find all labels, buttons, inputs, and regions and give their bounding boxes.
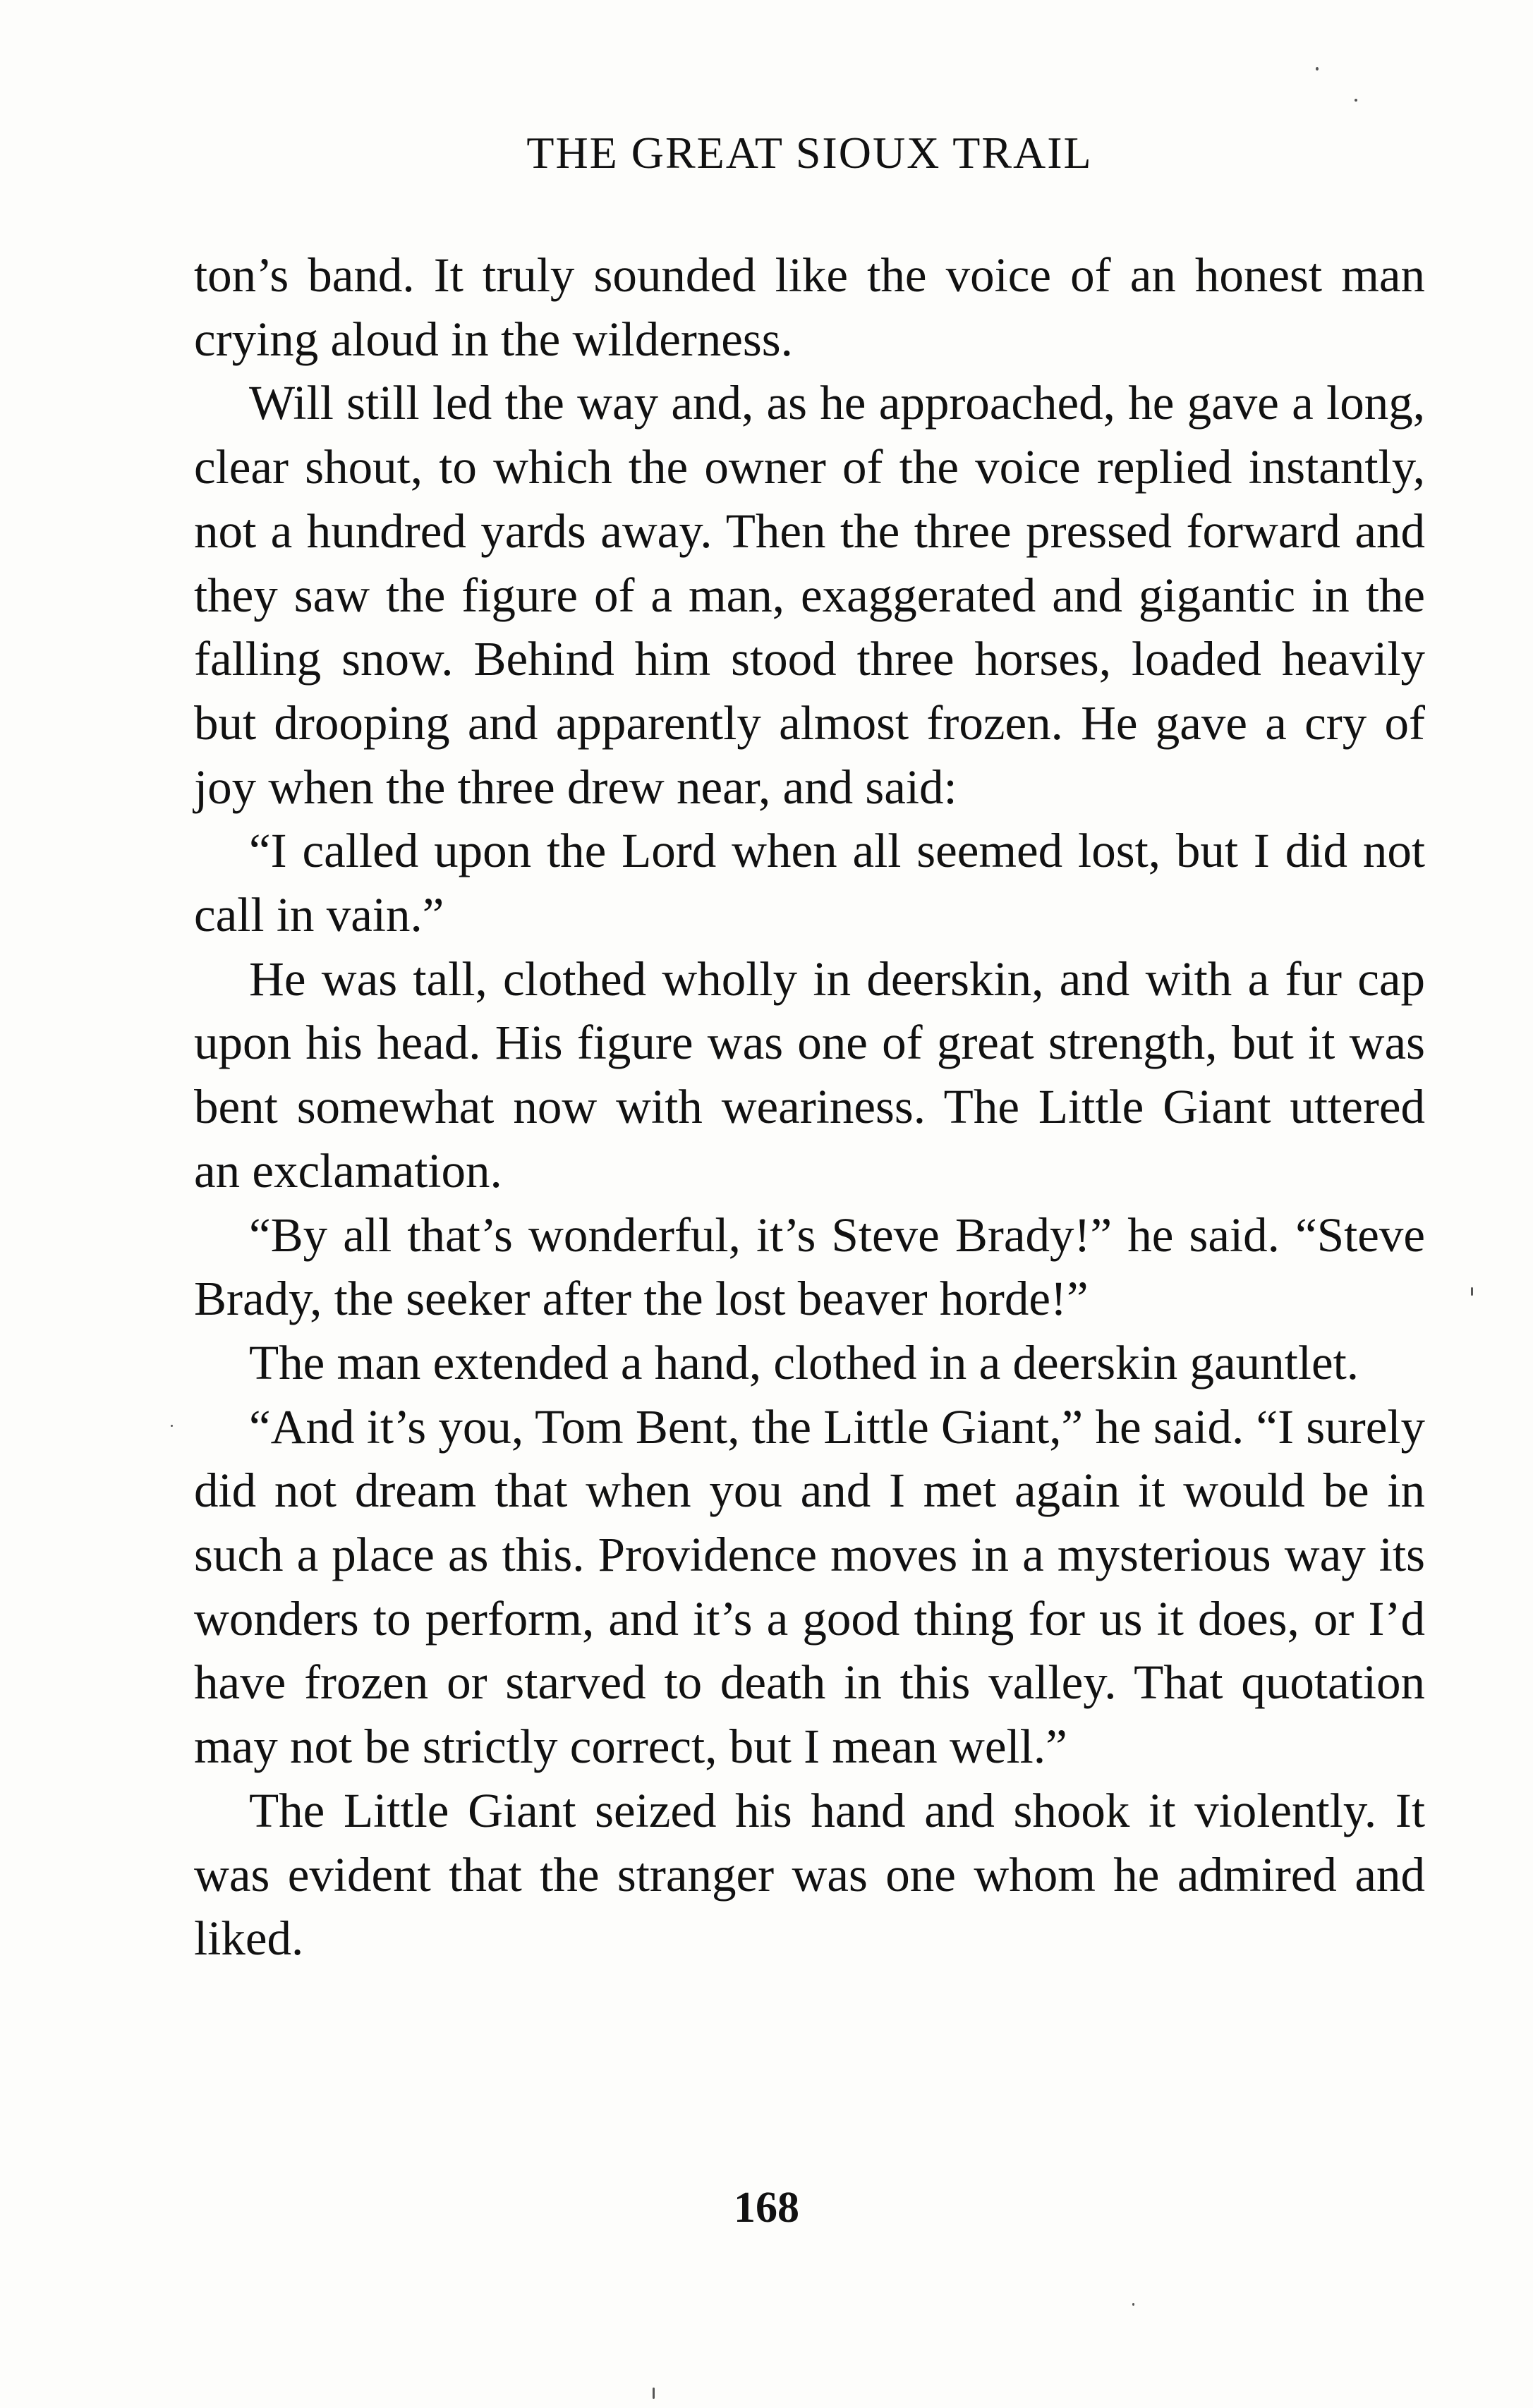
paragraph-6: The man extended a hand, clothed in a deerskin gauntlet.: [249, 1335, 1359, 1390]
paragraph-3: “I called upon the Lord when all seemed lost, but I did not call in vain.”: [194, 824, 1425, 942]
paragraph-1: ton’s band. It truly sounded like the voice of an honest man crying aloud in the wilderness.: [194, 248, 1425, 366]
scan-speck: [1316, 67, 1319, 71]
running-head-title: THE GREAT SIOUX TRAIL: [526, 128, 1093, 178]
scan-speck: [1132, 2303, 1134, 2306]
paragraph-4: He was tall, clothed wholly in deerskin, and with a fur cap upon his head. His figure was one of great strength, but it was bent somewhat now with weariness. The Little Giant uttered an exclamation.: [194, 951, 1425, 1198]
scan-speck: [1471, 1287, 1473, 1296]
scan-speck: [653, 2388, 655, 2399]
paragraph-8: The Little Giant seized his hand and shook it violently. It was evident that the stranger was one whom he admired and liked.: [194, 1783, 1425, 1966]
scan-speck: [1355, 99, 1357, 102]
paragraph-7: “And it’s you, Tom Bent, the Little Giant,” he said. “I surely did not dream that when you and I met again it would be in such a place as this. Providence moves in a mysterious way its wonders to perform, and it’s a good thing for us it does, or I’d have frozen or starved to death in this valley. That quotation may not be strictly correct, but I mean well.”: [194, 1399, 1425, 1774]
page-number: 168: [734, 2184, 799, 2232]
paragraph-2: Will still led the way and, as he approached, he gave a long, clear shout, to which the owner of the voice replied instantly, not a hundred yards away. Then the three pressed forward and they saw the figure of a man, exaggerated and gigantic in the falling snow. Behind him stood three horses, loaded heavily but drooping and apparently almost frozen. He gave a cry of joy when the three drew near, and said:: [194, 376, 1425, 814]
paragraph-5: “By all that’s wonderful, it’s Steve Brady!” he said. “Steve Brady, the seeker after the lost beaver horde!”: [194, 1208, 1425, 1326]
body-text: [194, 243, 1425, 1971]
scan-speck: [171, 1425, 173, 1427]
